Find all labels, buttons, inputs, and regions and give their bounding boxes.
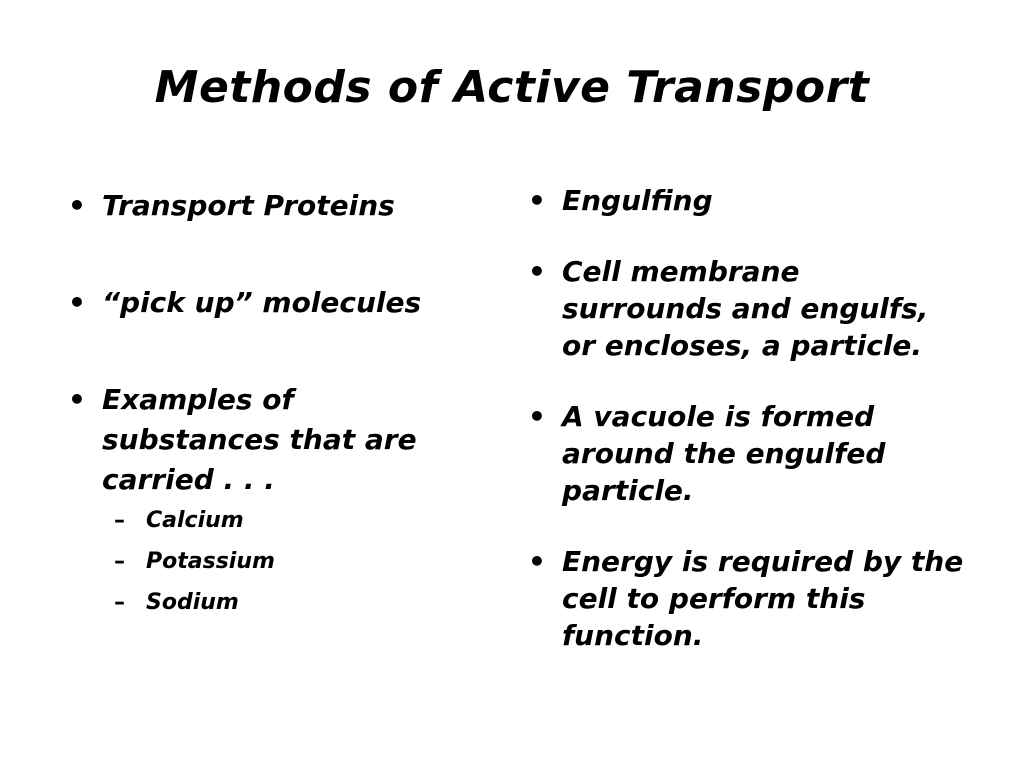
sub-bullet-text: Sodium <box>146 590 239 615</box>
sub-bullet-text: Calcium <box>146 508 244 533</box>
dash-icon: – <box>114 549 125 574</box>
bullet-icon: • <box>528 400 546 433</box>
bullet-text: Examples of substances that are carried . . . <box>102 383 417 496</box>
bullet-icon: • <box>68 189 86 222</box>
bullet-icon: • <box>528 184 546 217</box>
sub-bullet-text: Potassium <box>146 549 275 574</box>
bullet-text: Transport Proteins <box>102 189 395 222</box>
dash-icon: – <box>114 508 125 533</box>
bullet-item <box>64 380 454 500</box>
bullet-icon: • <box>528 545 546 578</box>
bullet-text: Cell membrane surrounds and engulfs, or encloses, a particle. <box>562 255 929 362</box>
sub-bullet-list <box>64 500 454 623</box>
bullet-text: Engulfing <box>562 184 713 217</box>
bullet-icon: • <box>528 255 546 288</box>
bullet-text: “pick up” molecules <box>102 286 422 319</box>
bullet-text: Energy is required by the cell to perform this function. <box>562 545 964 652</box>
sub-bullet-item <box>64 541 454 582</box>
bullet-item <box>524 253 964 364</box>
bullet-icon: • <box>68 383 86 416</box>
sub-bullet-item <box>64 500 454 541</box>
bullet-item <box>524 182 964 219</box>
bullet-item <box>524 543 964 654</box>
right-bullet-list <box>524 182 964 654</box>
bullet-item <box>524 398 964 509</box>
sub-bullet-item <box>64 582 454 623</box>
bullet-item <box>64 186 454 226</box>
dash-icon: – <box>114 590 125 615</box>
bullet-item <box>64 283 454 323</box>
left-bullet-list <box>64 186 454 623</box>
slide-title: Methods of Active Transport <box>154 62 870 113</box>
bullet-icon: • <box>68 286 86 319</box>
bullet-text: A vacuole is formed around the engulfed particle. <box>562 400 886 507</box>
